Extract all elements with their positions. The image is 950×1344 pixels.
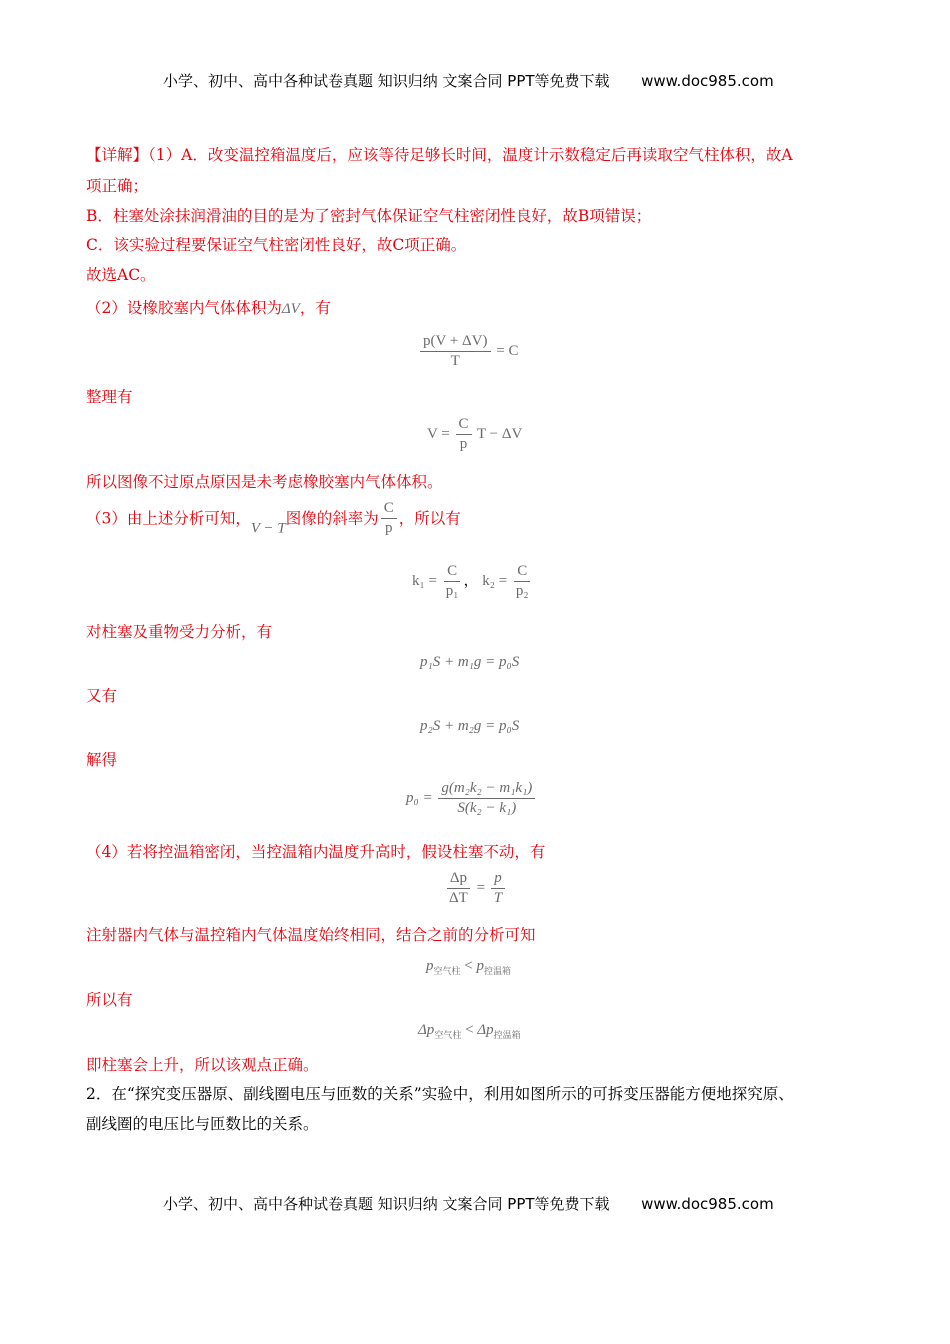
equation-pressure-compare: $p_{空气柱} < p_{控温箱}$ — [426, 958, 511, 977]
equation-slopes: k₁ = $\frac{C}{\text{p₁}}$ ， k₂ = $\frac{C}{\text{p₂}}$ — [412, 563, 529, 599]
equation-ideal-gas: $\frac{p(V + \Delta V)}{T}$ = C — [418, 333, 518, 370]
origin-reason: 所以图像不过原点原因是未考虑橡胶塞内气体体积。 — [86, 473, 443, 491]
force-analysis-label: 对柱塞及重物受力分析，有 — [86, 623, 273, 641]
also-label: 又有 — [86, 687, 118, 705]
answer-choice: 故选AC。 — [86, 266, 156, 284]
equation-force-1: p₁S + m₁g = p₀S — [420, 654, 520, 670]
part-3-intro: （3）由上述分析可知，V − T图像的斜率为 $\frac{C}{p}$ ，所以有 — [86, 500, 461, 537]
question-2-line-1: 2．在“探究变压器原、副线圈电压与匝数的关系”实验中，利用如图所示的可拆变压器能方便地探究原、 — [86, 1085, 794, 1103]
answer-line-1: 【详解】（1）A．改变温控箱温度后，应该等待足够长时间，温度计示数稳定后再读取空气柱体积，故A — [86, 146, 793, 164]
equation-force-2: p₂S + m₂g = p₀S — [420, 718, 520, 734]
detail-tag: 【详解】 — [86, 146, 149, 164]
answer-line-1b: 项正确； — [86, 177, 149, 195]
therefore-label: 所以有 — [86, 991, 133, 1009]
solve-label: 解得 — [86, 751, 118, 769]
question-2-line-2: 副线圈的电压比与匝数比的关系。 — [86, 1115, 319, 1133]
header-title: 小学、初中、高中各种试卷真题 知识归纳 文案合同 PPT等免费下载 — [163, 72, 610, 90]
delta-v-symbol: ΔV — [281, 301, 300, 317]
footer-title: 小学、初中、高中各种试卷真题 知识归纳 文案合同 PPT等免费下载 — [163, 1195, 610, 1213]
equation-p0: p₀ = $\frac{\text{g(m₂k₂ − m₁k₁)}}{\text{S(k₂ − k₁)}}$ — [406, 780, 537, 817]
rearrange-label: 整理有 — [86, 388, 133, 406]
conclusion: 即柱塞会上升，所以该观点正确。 — [86, 1056, 319, 1074]
page-footer — [163, 1193, 774, 1214]
answer-line-b: B．柱塞处涂抹润滑油的目的是为了密封气体保证空气柱密闭性良好，故B项错误； — [86, 207, 652, 225]
equation-delta-compare: $\Delta p_{空气柱} < \Delta p_{控温箱}$ — [418, 1022, 521, 1041]
equation-isochoric: $\frac{\Delta p}{\Delta T}$ = $\frac{p}{T}$ — [444, 870, 507, 907]
equation-volume: V = $\frac{C}{p}$ T − ΔV — [427, 416, 523, 452]
footer-url[interactable]: www.doc985.com — [641, 1195, 774, 1213]
same-temp-statement: 注射器内气体与温控箱内气体温度始终相同，结合之前的分析可知 — [86, 926, 536, 944]
part-2-intro: （2）设橡胶塞内气体体积为ΔV，有 — [86, 299, 331, 317]
page-header — [163, 70, 774, 91]
header-url[interactable]: www.doc985.com — [641, 72, 774, 90]
part-4-intro: （4）若将控温箱密闭，当控温箱内温度升高时，假设柱塞不动，有 — [86, 843, 546, 861]
answer-line-c: C．该实验过程要保证空气柱密闭性良好，故C项正确。 — [86, 236, 467, 254]
